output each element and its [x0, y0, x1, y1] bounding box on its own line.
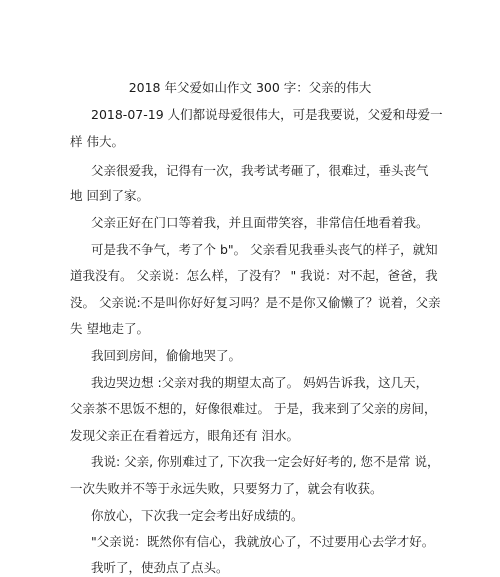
- text-line: 道我没有。 父亲说：怎么样，了没有？ " 我说：对不起，爸爸，我: [70, 268, 438, 283]
- text-line: 一次失败并不等于永远失败，只要努力了，就会有收获。: [70, 481, 383, 496]
- text-line: 我回到房间，偷偷地哭了。: [91, 348, 242, 363]
- text-line: 没。 父亲说:不是叫你好好复习吗？是不是你又偷懒了？说着，父亲: [70, 295, 441, 310]
- text-line: 你放心，下次我一定会考出好成绩的。: [91, 508, 304, 523]
- text-line: "父亲说：既然你有信心，我就放心了，不过要用心去学才好。: [91, 534, 435, 549]
- text-line: 父亲茶不思饭不想的，好像很难过。 于是，我来到了父亲的房间，: [70, 401, 437, 416]
- text-line: 2018-07-19 人们都说母爱很伟大，可是我要说，父爱和母爱一: [91, 107, 443, 122]
- text-line: 我说: 父亲, 你别难过了, 下次我一定会好好考的, 您不是常 说，: [91, 454, 440, 469]
- text-line: 发现父亲正在看着远方，眼角还有 泪水。: [70, 428, 299, 443]
- text-line: 可是我不争气，考了个 b"。 父亲看见我垂头丧气的样子，就知: [91, 242, 438, 257]
- text-line: 失 望地走了。: [70, 321, 149, 336]
- text-line: 父亲很爱我，记得有一次，我考试考砸了，很难过，垂头丧气: [91, 163, 429, 178]
- text-line: 地 回到了家。: [70, 188, 149, 203]
- text-line: 我边哭边想 :父亲对我的期望太高了。 妈妈告诉我，这几天，: [91, 375, 429, 390]
- text-line: 父亲正好在门口等着我，并且面带笑容，非常信任地看着我。: [91, 215, 429, 230]
- text-line: 样 伟大。: [70, 134, 124, 149]
- text-line: 我听了，使劲点了点头。: [91, 560, 229, 575]
- document-title: 2018 年父爱如山作文 300 字：父亲的伟大: [128, 80, 372, 95]
